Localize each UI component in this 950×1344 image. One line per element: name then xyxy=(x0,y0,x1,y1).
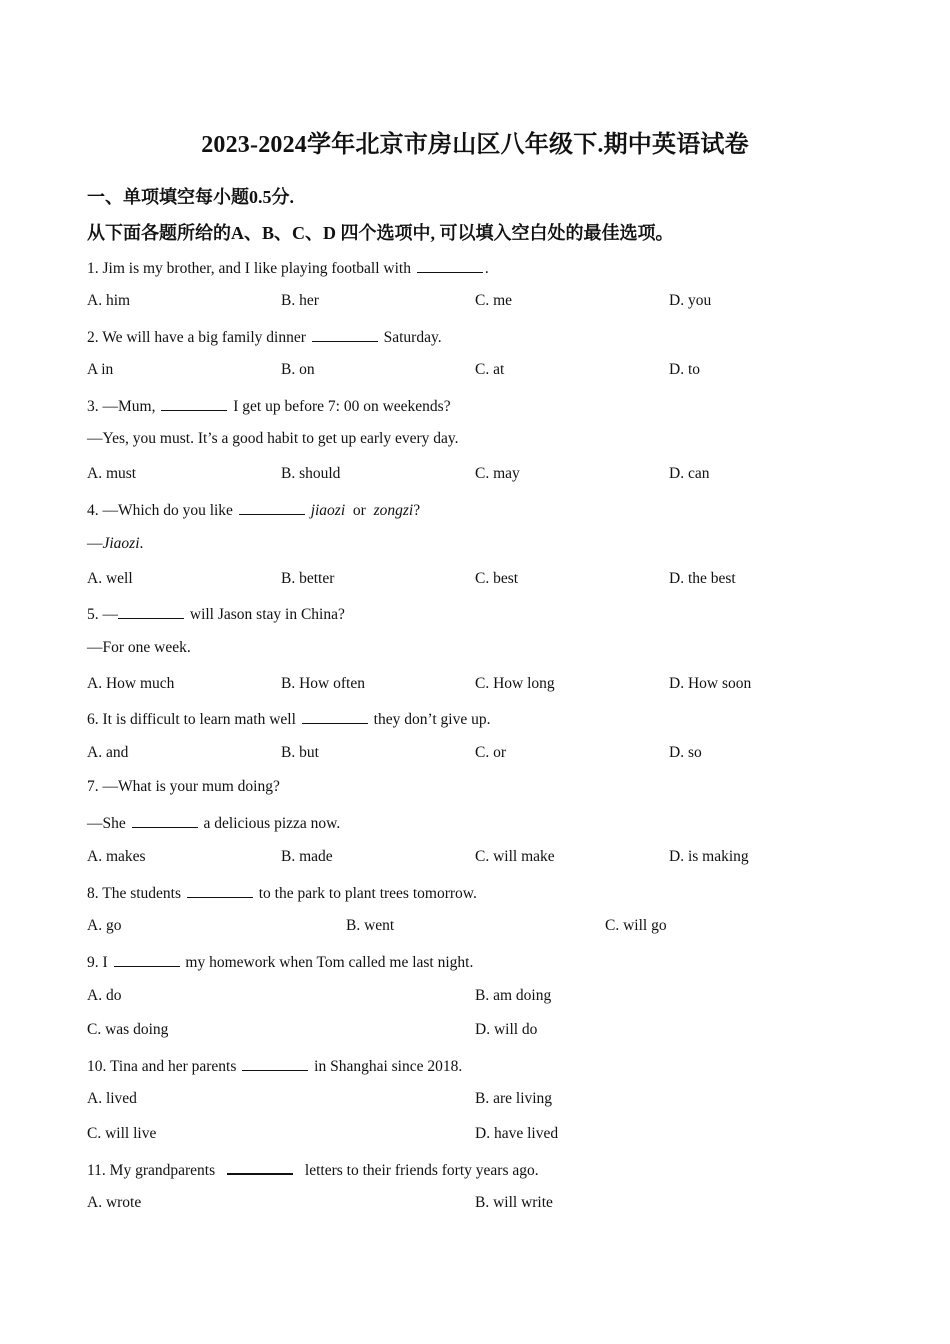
question-9 xyxy=(87,952,473,972)
question-text: I get up before 7: 00 on weekends? xyxy=(229,398,451,415)
question-text: letters to their friends forty years ago. xyxy=(301,1162,539,1179)
question-text: 5. — xyxy=(87,606,118,623)
question-2 xyxy=(87,327,442,347)
answer-blank xyxy=(239,500,305,515)
question-1 xyxy=(87,258,489,278)
option-d: D. have lived xyxy=(475,1125,559,1142)
option-d: D. the best xyxy=(669,570,736,587)
question-10 xyxy=(87,1056,462,1076)
option-c: C. at xyxy=(475,361,505,378)
question-4 xyxy=(87,500,420,520)
question-7: 7. —What is your mum doing? xyxy=(87,778,280,795)
question-text: 2. We will have a big family dinner xyxy=(87,329,310,346)
question-text: 6. It is difficult to learn math well xyxy=(87,711,300,728)
answer-blank xyxy=(118,604,184,619)
question-3 xyxy=(87,396,451,416)
option-a: A. do xyxy=(87,987,122,1004)
italic-word: zongzi xyxy=(373,502,414,519)
question-5-reply: —For one week. xyxy=(87,639,191,656)
question-text: 1. Jim is my brother, and I like playing football with xyxy=(87,260,415,277)
option-c: C. may xyxy=(475,465,520,482)
answer-blank xyxy=(242,1056,308,1071)
answer-blank xyxy=(114,952,180,967)
question-text: 9. I xyxy=(87,954,112,971)
question-text: . xyxy=(139,535,144,552)
question-6 xyxy=(87,709,490,729)
question-11 xyxy=(87,1159,539,1180)
option-d: D. is making xyxy=(669,848,749,865)
answer-blank xyxy=(417,258,483,273)
question-text: 8. The students xyxy=(87,885,185,902)
question-text: . xyxy=(484,260,489,277)
question-text: ? xyxy=(413,502,421,519)
option-a: A in xyxy=(87,361,114,378)
question-text: 3. —Mum, xyxy=(87,398,160,415)
question-text: or xyxy=(345,502,374,519)
section-instruction: 从下面各题所给的A、B、C、D 四个选项中, 可以填入空白处的最佳选项。 xyxy=(87,223,674,243)
answer-blank xyxy=(187,883,253,898)
question-3-reply: —Yes, you must. It’s a good habit to get up early every day. xyxy=(87,430,459,447)
question-text: to the park to plant trees tomorrow. xyxy=(254,885,477,902)
option-b: B. made xyxy=(281,848,333,865)
option-a: A. and xyxy=(87,744,129,761)
dash: — xyxy=(87,535,103,552)
page-title: 2023-2024学年北京市房山区八年级下.期中英语试卷 xyxy=(201,132,749,158)
option-c: C. me xyxy=(475,292,513,309)
option-c: C. was doing xyxy=(87,1021,169,1038)
option-a: A. must xyxy=(87,465,137,482)
question-text: a delicious pizza now. xyxy=(199,815,341,832)
option-d: D. so xyxy=(669,744,702,761)
question-text: will Jason stay in China? xyxy=(186,606,345,623)
option-c: C. will go xyxy=(605,917,667,934)
option-b: B. should xyxy=(281,465,341,482)
question-text: my homework when Tom called me last night. xyxy=(181,954,474,971)
option-b: B. are living xyxy=(475,1090,553,1107)
question-text: 4. —Which do you like xyxy=(87,502,237,519)
option-d: D. will do xyxy=(475,1021,538,1038)
option-c: C. will live xyxy=(87,1125,157,1142)
option-b: B. How often xyxy=(281,675,365,692)
question-text: —She xyxy=(87,815,130,832)
option-a: A. him xyxy=(87,292,131,309)
option-a: A. wrote xyxy=(87,1194,142,1211)
option-b: B. am doing xyxy=(475,987,552,1004)
option-c: C. or xyxy=(475,744,506,761)
option-b: B. will write xyxy=(475,1194,553,1211)
option-b: B. on xyxy=(281,361,315,378)
option-c: C. best xyxy=(475,570,519,587)
option-a: A. How much xyxy=(87,675,175,692)
italic-word: jiaozi xyxy=(310,502,346,519)
question-text: in Shanghai since 2018. xyxy=(310,1058,463,1075)
option-d: D. can xyxy=(669,465,710,482)
option-d: D. you xyxy=(669,292,712,309)
answer-blank xyxy=(227,1159,293,1175)
answer-blank xyxy=(161,396,227,411)
question-8 xyxy=(87,883,477,903)
option-b: B. better xyxy=(281,570,335,587)
question-text: Saturday. xyxy=(379,329,442,346)
question-7-reply xyxy=(87,813,340,833)
answer-blank xyxy=(312,327,378,342)
option-d: D. How soon xyxy=(669,675,752,692)
option-a: A. go xyxy=(87,917,122,934)
answer-blank xyxy=(302,709,368,724)
section-heading: 一、单项填空每小题0.5分. xyxy=(87,187,294,207)
option-a: A. lived xyxy=(87,1090,137,1107)
option-b: B. but xyxy=(281,744,319,761)
option-d: D. to xyxy=(669,361,700,378)
option-a: A. makes xyxy=(87,848,146,865)
question-text: 11. My grandparents xyxy=(87,1162,220,1179)
question-text: 10. Tina and her parents xyxy=(87,1058,241,1075)
option-a: A. well xyxy=(87,570,133,587)
option-b: B. went xyxy=(346,917,395,934)
option-c: C. will make xyxy=(475,848,555,865)
question-5 xyxy=(87,604,345,624)
option-c: C. How long xyxy=(475,675,555,692)
italic-word: Jiaozi xyxy=(102,535,140,552)
question-text: they don’t give up. xyxy=(369,711,491,728)
option-b: B. her xyxy=(281,292,319,309)
question-4-reply xyxy=(87,535,143,553)
answer-blank xyxy=(132,813,198,828)
